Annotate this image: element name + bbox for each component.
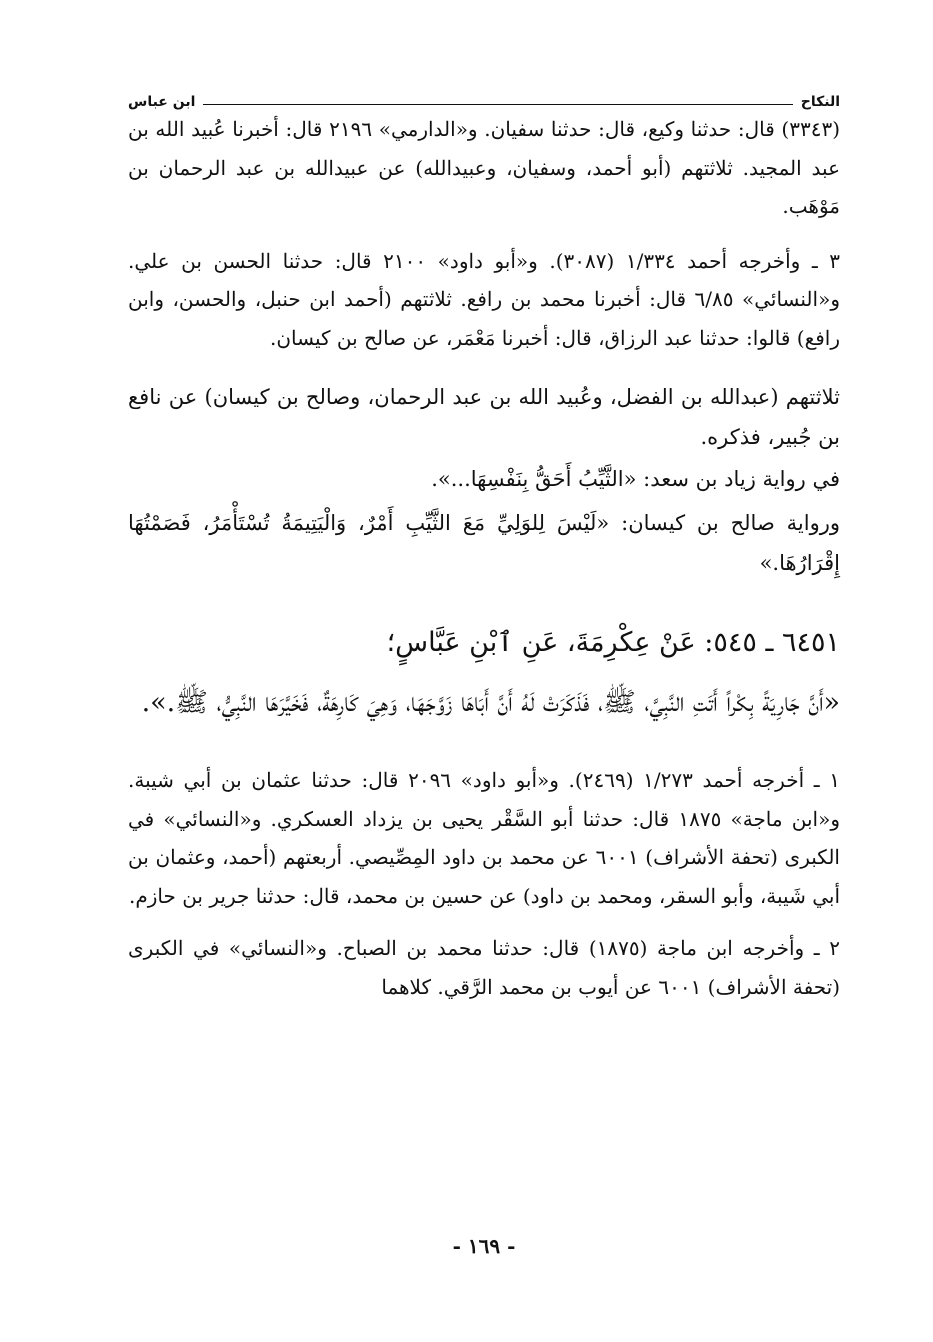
hadith-block (128, 613, 840, 733)
header-rule (203, 104, 792, 105)
running-head (128, 84, 840, 110)
paragraph-takhrij-2: ٢ ـ وأخرجه ابن ماجة (١٨٧٥) قال: حدثنا محمد بن الصباح. و«النسائي» في الكبرى (تحفة الأشراف) ٦٠٠١ عن أيوب بن محمد الرَّقي. كلاهما (128, 936, 840, 999)
narrator-name: ابن عباس (128, 94, 196, 110)
paragraph-variant-2: ورواية صالح بن كيسان: «لَيْسَ لِلوَلِيِّ مَعَ الثَّيِّبِ أَمْرٌ، وَالْيَتِيمَةُ تُسْتَأْمَرُ، فَصَمْتُهَا إِقْرَارُهَا.» (128, 511, 840, 575)
paragraph-summary: ثلاثتهم (عبدالله بن الفضل، وعُبيد الله بن عبد الرحمان، وصالح بن كيسان) عن نافع بن جُبير، فذكره. (128, 385, 840, 449)
hadith-heading: ٦٤٥١ ـ ٥٤٥: عَنْ عِكْرِمَةَ، عَنِ ٱبْنِ عَبَّاسٍ؛ (386, 627, 840, 658)
paragraph-isnad-1: (٣٣٤٣) قال: حدثنا وكيع، قال: حدثنا سفيان. و«الدارمي» ٢١٩٦ قال: أخبرنا عُبيد الله بن عبد المجيد. ثلاثتهم (أبو أحمد، وسفيان، وعبيدالله) عن عبيدالله بن عبد الرحمان بن مَوْهَب. (128, 117, 840, 218)
paragraph-variant-1: في رواية زياد بن سعد: «الثَّيِّبُ أَحَقُّ بِنَفْسِهَا...». (431, 467, 840, 491)
page (128, 84, 840, 1274)
paragraph-takhrij-3: ٣ ـ وأخرجه أحمد ١/٣٣٤ (٣٠٨٧). و«أبو داود» ٢١٠٠ قال: حدثنا الحسن بن علي. و«النسائي» ٦/٨٥ قال: أخبرنا محمد بن رافع. ثلاثتهم (أحمد ابن حنبل، والحسن، وابن رافع) قالوا: حدثنا عبد الرزاق، قال: أخبرنا مَعْمَر، عن صالح بن كيسان. (128, 248, 840, 350)
paragraph-takhrij-1: ١ ـ أخرجه أحمد ١/٢٧٣ (٢٤٦٩). و«أبو داود» ٢٠٩٦ قال: حدثنا عثمان بن أبي شيبة. و«ابن ماجة» ١٨٧٥ قال: حدثنا أبو السَّقْر يحيى بن يزداد العسكري. و«النسائي» في الكبرى (تحفة الأشراف) ٦٠٠١ عن محمد بن داود المِصِّيصي. أربعتهم (أحمد، وعثمان بن أبي شَيبة، وأبو السقر، ومحمد بن داود) عن حسين بن محمد، قال: حدثنا جرير بن حازم. (128, 768, 840, 908)
page-number: - ١٦٩ - (452, 1234, 516, 1258)
hadith-text: «أَنَّ جَارِيَةً بِكْراً أَتَتِ النَّبِيَّ، ﷺ، فَذَكَرَتْ لَهُ أَنَّ أَبَاهَا زَوَّجَهَا، وَهِيَ كَارِهَةٌ، فَخَيَّرَهَا النَّبِيُّ، ﷺ.». (141, 687, 840, 718)
chapter-title: النكاح (800, 94, 840, 110)
